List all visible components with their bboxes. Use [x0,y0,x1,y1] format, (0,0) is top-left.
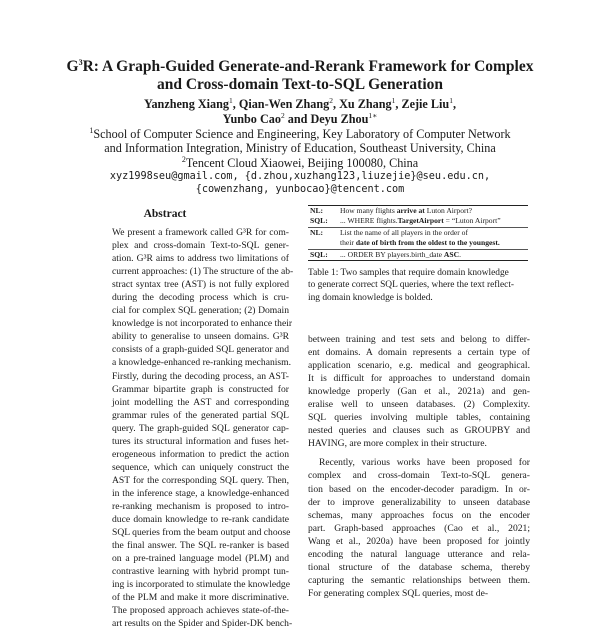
example-text-bold: date of birth from the oldest to the youngest. [355,238,500,248]
author-separator: and [284,112,311,126]
email-line: xyz1998seu@gmail.com, {d.zhou,xuzhang123,liuzejie}@seu.edu.cn, [109,171,491,182]
author-affiliation-mark: 1 [449,95,453,105]
affiliations [30,127,570,170]
body-line: capturing the semantic relationships between them. [308,574,530,586]
example-label: NL: [308,227,338,238]
abstract-line: knowledge is not incorporated to enhance their [112,318,293,330]
author-name: Yunbo Cao [222,112,281,126]
author-name: Qian-Wen Zhang [238,97,330,111]
affiliation-line [30,127,570,141]
example-text-plain: their [340,238,356,248]
body-line: part. Graph-based approaches (Cao et al., 2021; [308,522,530,534]
author-list [40,97,560,127]
author-affiliation-mark: 2 [329,95,334,105]
abstract-line: tures its structural information and fuses het- [112,435,289,447]
caption-line: Table 1: Two samples that require domain knowledge [308,268,509,278]
author-separator: , [232,97,239,111]
body-line: between training and test sets and belong to differ- [308,334,530,345]
abstract-body [112,226,294,630]
example-row [308,238,528,249]
author-name: Xu Zhang [339,97,392,111]
email-line: {cowenzhang, yunbocao}@tencent.com [195,184,405,195]
abstract-line: in the inference stage, a knowledge-enhanced [112,487,289,499]
authors-line-1 [40,97,560,112]
author-separator: , [452,97,456,111]
author-affiliation-mark: 1 [229,95,233,105]
example-row [308,227,528,238]
abstract-line: contrastive learning with hybrid prompt tun- [112,566,289,578]
affiliation-text: Tencent Cloud Xiaowei, Beijing 100080, China [185,155,419,170]
affiliation-line [30,156,570,170]
paper-title [40,58,560,94]
affiliation-mark: 2 [181,154,186,164]
affiliation-text: and Information Integration, Ministry of Education, Southeast University, China [104,141,496,156]
author-affiliation-mark: 1∗ [368,110,378,120]
body-line: It is difficult for approaches to understand domain [308,373,530,385]
abstract-line: ability to generalise to unseen domains. G³R [112,331,289,343]
example-text-bold: TargetAirport [397,216,444,226]
author-emails [30,170,570,196]
body-line: encoding the natural language utterance and rela- [308,548,530,560]
abstract-line: sequence, which can uniquely construct the [112,461,289,473]
example-label [308,238,338,249]
example-label: NL: [308,206,338,217]
abstract-line: grammar rules of the generated partial SQL [112,409,289,421]
body-line: For generating complex SQL queries, most de- [308,587,489,599]
author-affiliation-mark: 1 [391,95,396,105]
body-line: application scenario, e.g. medical and geographical. [308,360,530,372]
example-label: SQL: [308,249,338,260]
example-text-plain: ... ORDER BY players.birth_date [340,249,444,259]
example-row [308,249,528,260]
body-line: ent domains. A domain represents a certain type of [308,347,530,359]
abstract-line: consists of a graph-guided SQL generator and [112,344,289,356]
abstract-line: AST for the corresponding SQL query. Then, [112,474,289,486]
introduction-body [308,333,530,600]
example-text-plain: Luton Airport? [424,206,473,215]
author-name: Yanzheng Xiang [144,97,229,111]
title-prefix: G [66,58,79,75]
abstract-line: on a pre-trained language model (PLM) and [112,553,289,565]
abstract-line: Grammar bipartite graph is constructed for [112,383,289,395]
example-text [338,249,528,260]
abstract-line: plex and cross-domain Text-to-SQL gener- [112,240,289,252]
example-row [308,216,528,227]
example-text-plain: . [459,249,462,259]
caption-line: ing domain knowledge is bolded. [308,292,433,303]
author-name: Deyu Zhou [310,112,369,126]
authors-line-2 [40,112,560,127]
body-line: tion based on the encoder-decoder paradigm. In or- [308,483,530,495]
affiliation-text: School of Computer Science and Engineering, Key Laboratory of Computer Network [93,127,511,141]
abstract-line: We present a framework called G³R for com- [112,227,289,238]
body-line: nested queries and clauses such as GROUPBY and [308,425,530,437]
author-separator: , [395,97,402,111]
body-line: Wang et al., 2020a) have been proposed for jointly [308,535,530,547]
abstract-line: re-ranking mechanism is proposed to intro- [112,500,289,512]
abstract-heading: Abstract [143,208,187,220]
author-name: Zejie Liu [401,97,450,111]
body-line: schemas, many approaches focus on the encoder [308,509,530,521]
abstract-line: during the decoding process which is cru- [112,292,289,304]
abstract-line: query. The graph-guided SQL generator cap- [112,422,289,434]
body-line: eralise well to unseen databases. (2) Complexity. [308,399,530,411]
title-superscript: 3 [78,57,83,67]
abstract-line: current approaches: (1) The structure of the ab- [112,266,294,278]
abstract-line: the final answer. The SQL re-ranker is based [112,540,289,552]
abstract-line: ing is incorporated to stimulate the knowledge [112,579,290,591]
table-caption [308,267,530,304]
abstract-line: erogeneous information to predict the action [112,448,289,460]
example-label: SQL: [310,216,328,226]
abstract-line: The proposed approach achieves state-of-the- [112,605,289,617]
abstract-line: cial for complex SQL generation; (2) Domain [112,305,289,317]
body-line: tional structure of the database schema, thereby [308,561,530,573]
affiliation-line [30,141,570,155]
body-line: der to improve generalizability to unseen database [308,496,530,508]
abstract-line: SQL queries from the beam output and choose [112,527,291,539]
example-text-plain: List the name of all players in the order of [340,227,468,237]
author-separator: , [333,97,340,111]
caption-line: to generate correct SQL queries, where the text reflect- [308,280,515,291]
example-text [338,206,528,217]
example-table [308,205,528,261]
body-line: knowledge properly (Gan et al., 2021a) and gen- [308,386,530,398]
body-line: HAVING, are more complex in their structure. [308,438,487,450]
body-line: SQL queries involving multiple tables, containing [308,412,530,424]
example-row [308,206,528,217]
abstract-line: ation. G³R aims to address two limitations of [112,253,289,265]
affiliation-mark: 1 [89,125,94,135]
abstract-line: of the PLM and make it more discriminative. [112,592,289,604]
abstract-line: joint modelling the AST and corresponding [112,396,289,408]
abstract-line: stract syntax tree (AST) is not fully explored [112,279,289,291]
title-line-2: and Cross-domain Text-to-SQL Generation [156,76,444,93]
example-text [338,216,528,227]
body-line: complex and cross-domain Text-to-SQL genera- [308,470,530,482]
example-text-plain: How many flights [340,206,397,215]
title-line-1: R: A Graph-Guided Generate-and-Rerank Framework for Complex [82,58,534,75]
abstract-line: Firstly, during the decoding process, an AST- [112,370,289,382]
example-text-plain: ... WHERE flights. [340,216,398,226]
example-text-bold: arrive at [396,206,425,215]
example-text-plain: = “Luton Airport” [443,216,501,226]
example-text [338,238,528,249]
example-text-bold: ASC [443,249,460,259]
example-text [338,227,528,238]
abstract-line: art results on the Spider and Spider-DK bench- [112,618,293,630]
body-line: Recently, various works have been proposed for [319,457,530,469]
author-affiliation-mark: 2 [280,110,285,120]
abstract-line: duce domain knowledge to re-rank candidate [112,514,289,526]
abstract-line: a knowledge-enhanced re-ranking mechanism. [112,357,292,369]
